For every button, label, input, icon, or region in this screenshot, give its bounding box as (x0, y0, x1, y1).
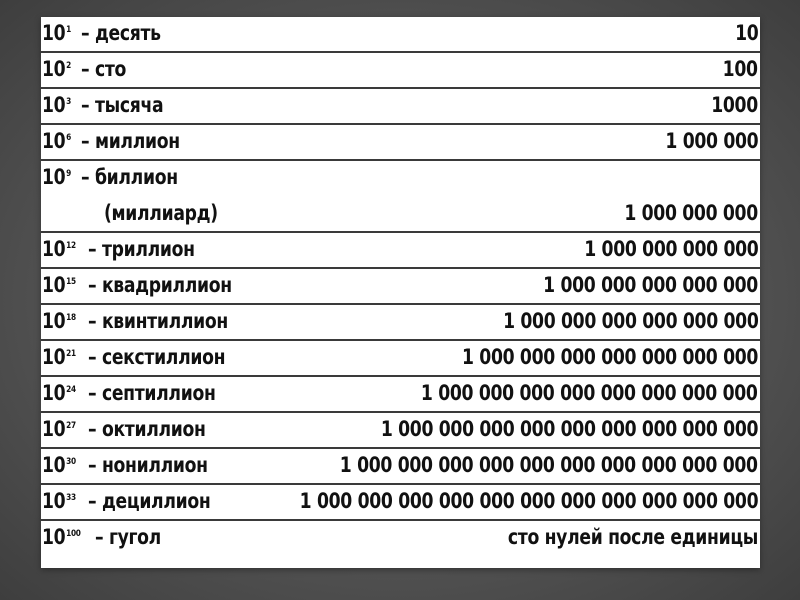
exponent: 12 (66, 241, 76, 251)
number-name: – нониллион (88, 453, 208, 477)
power-of-ten: $10^9$ (42, 165, 71, 189)
number-name: – сто (81, 57, 126, 81)
table-row (41, 53, 760, 89)
table-row (41, 125, 760, 161)
power-of-ten: $10^{100}$ (42, 525, 81, 549)
exponent: 2 (66, 61, 71, 71)
number-name: – дециллион (88, 489, 211, 513)
power-of-ten: $10^{33}$ (42, 489, 76, 513)
number-names-image (41, 17, 760, 568)
number-value: 1000 (711, 93, 758, 117)
exponent: 24 (66, 385, 76, 395)
power-of-ten: $10^{18}$ (42, 309, 76, 333)
exponent: 1 (66, 25, 71, 35)
exponent: 3 (66, 97, 71, 107)
exponent: 15 (66, 277, 76, 287)
exponent: 33 (66, 493, 76, 503)
exponent: 100 (66, 529, 81, 539)
exponent: 27 (66, 421, 76, 431)
table-row (41, 305, 760, 341)
exponent: 18 (66, 313, 76, 323)
number-name: – октиллион (88, 417, 206, 441)
table-row (41, 161, 760, 233)
table-row (41, 449, 760, 485)
table-row (41, 89, 760, 125)
power-of-ten: $10^1$ (42, 21, 71, 45)
number-value: 1 000 000 000 000 000 000 000 000 000 000 000 (299, 489, 758, 513)
number-value: сто нулей после единицы (507, 525, 758, 549)
table-row (41, 269, 760, 305)
table-row (41, 521, 760, 560)
exponent: 6 (66, 133, 71, 143)
number-value: 1 000 000 000 000 (583, 237, 758, 261)
exponent: 30 (66, 457, 76, 467)
table-row (41, 233, 760, 269)
table-row (41, 341, 760, 377)
power-of-ten: $10^{30}$ (42, 453, 76, 477)
number-value: 1 000 000 (665, 129, 758, 153)
exponent: 9 (66, 169, 71, 179)
number-value: 1 000 000 000 000 000 (543, 273, 758, 297)
power-of-ten: $10^{15}$ (42, 273, 76, 297)
number-value: 1 000 000 000 (624, 201, 758, 225)
number-value: 1 000 000 000 000 000 000 000 000 000 (380, 417, 758, 441)
table-row (41, 485, 760, 521)
number-value: 1 000 000 000 000 000 000 (502, 309, 758, 333)
number-name: – миллион (81, 129, 180, 153)
table-row (41, 413, 760, 449)
number-value: 100 (723, 57, 758, 81)
power-of-ten: $10^{12}$ (42, 237, 76, 261)
number-name: – секстиллион (88, 345, 226, 369)
number-name: – биллион (81, 165, 178, 189)
number-name: – квинтиллион (88, 309, 228, 333)
number-value: 1 000 000 000 000 000 000 000 000 000 000 (340, 453, 758, 477)
number-value: 1 000 000 000 000 000 000 000 000 (421, 381, 758, 405)
power-of-ten: $10^{27}$ (42, 417, 76, 441)
number-value: 1 000 000 000 000 000 000 000 (461, 345, 758, 369)
number-name: – квадриллион (88, 273, 232, 297)
number-name: – десять (81, 21, 161, 45)
exponent: 21 (66, 349, 76, 359)
number-value: 10 (734, 21, 758, 45)
number-name: – гугол (95, 525, 161, 549)
power-of-ten: $10^{21}$ (42, 345, 76, 369)
table-row (41, 377, 760, 413)
power-of-ten: $10^6$ (42, 129, 71, 153)
number-name: – тысяча (81, 93, 164, 117)
power-of-ten: $10^3$ (42, 93, 71, 117)
number-name: – триллион (88, 237, 195, 261)
number-name: – септиллион (88, 381, 216, 405)
number-names-table (41, 17, 760, 560)
table-row (41, 17, 760, 53)
power-of-ten: $10^{24}$ (42, 381, 76, 405)
number-name-alt: (миллиард) (104, 201, 218, 225)
power-of-ten: $10^2$ (42, 57, 71, 81)
